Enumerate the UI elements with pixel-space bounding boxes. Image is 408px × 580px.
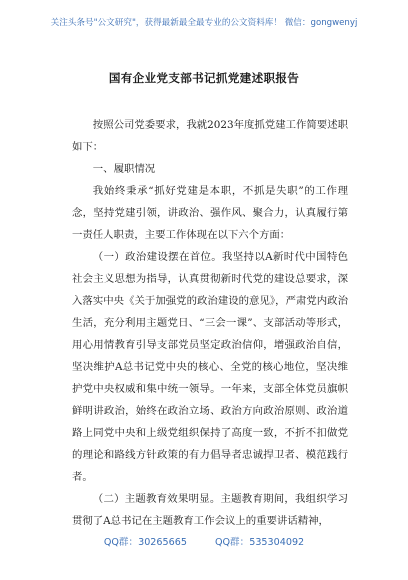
paragraph-intro: 按照公司党委要求，我就2023年度抓党建工作简要述职如下： [72, 119, 348, 153]
paragraph-theme-education: （二）主题教育效果明显。主题教育期间，我组织学习贯彻了A总书记在主题教育工作会议上的重要讲话精神， [72, 493, 348, 527]
section-heading: 一、履职情况 [92, 163, 156, 175]
paragraph-political-building: （一）政治建设摆在首位。我坚持以A新时代中国特色社会主义思想为指导，认真贯彻新时代党的建设总要求，深入落实中央《关于加强党的政治建设的意见》，严肃党内政治生活，充分利用主题党日、“三会一课”、支部活动等形式，用心用情教育引导支部党员坚定政治信仰，增强政治自信，坚决维护A总书记党中央的核心、全党的核心地位，坚决维护党中央权威和集中统一领导。一年来，支部全体党员旗帜鲜明讲政治，始终在政治立场、政治方向政治原则、政治道路上同党中央和上级党组织保持了高度一致，不折不扣做党的理论和路线方针政策的有力倡导者忠诚捍卫者、模范践行者。 [72, 251, 348, 483]
header-banner: 关注头条号"公文研究"，获得最新最全最专业的公文资料库！ 微信：gongwenyj [50, 18, 358, 28]
footer-qq-group-2: QQ群：535304092 [214, 537, 305, 548]
paragraph-overview: 我始终秉承“抓好党建是本职，不抓是失职”的工作理念，坚持党建引领，讲政治、强作风、聚合力，认真履行第一责任人职责，主要工作体现在以下六个方面： [72, 185, 348, 241]
document-body [72, 114, 348, 532]
footer-qq-group-1: QQ群：30265665 [103, 537, 187, 548]
footer-contacts [0, 534, 408, 548]
document-title: 国有企业党支部书记抓党建述职报告 [108, 71, 300, 85]
